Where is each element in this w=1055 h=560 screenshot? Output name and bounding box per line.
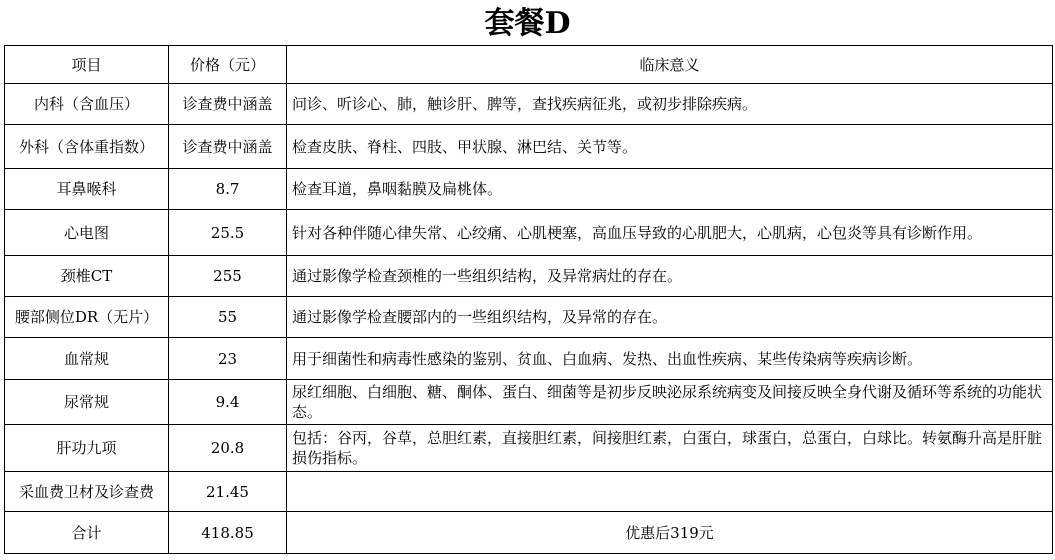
table-row bbox=[5, 125, 1053, 169]
row-meaning: 包括：谷丙，谷草，总胆红素，直接胆红素，间接胆红素，白蛋白，球蛋白，总蛋白，白球比。转氨酶升高是肝脏损伤指标。 bbox=[287, 425, 1053, 472]
row-item: 腰部侧位DR（无片） bbox=[5, 297, 169, 338]
row-price: 8.7 bbox=[169, 169, 287, 210]
table-row bbox=[5, 472, 1053, 512]
package-title: 套餐D bbox=[484, 6, 571, 41]
table-row bbox=[5, 256, 1053, 297]
row-item: 尿常规 bbox=[5, 380, 169, 425]
row-item: 颈椎CT bbox=[5, 256, 169, 297]
row-item: 心电图 bbox=[5, 210, 169, 256]
header-meaning: 临床意义 bbox=[287, 46, 1053, 84]
row-item: 血常规 bbox=[5, 338, 169, 380]
row-meaning: 问诊、听诊心、肺，触诊肝、脾等，查找疾病征兆，或初步排除疾病。 bbox=[287, 84, 1053, 125]
row-price: 21.45 bbox=[169, 472, 287, 512]
row-meaning: 用于细菌性和病毒性感染的鉴别、贫血、白血病、发热、出血性疾病、某些传染病等疾病诊断。 bbox=[287, 338, 1053, 380]
row-item: 耳鼻喉科 bbox=[5, 169, 169, 210]
table-row bbox=[5, 380, 1053, 425]
table-row bbox=[5, 169, 1053, 210]
discount-note: 优惠后319元 bbox=[287, 512, 1053, 554]
table-row bbox=[5, 84, 1053, 125]
table-row bbox=[5, 297, 1053, 338]
row-meaning: 尿红细胞、白细胞、糖、酮体、蛋白、细菌等是初步反映泌尿系统病变及间接反映全身代谢及循环等系统的功能状态。 bbox=[287, 380, 1053, 425]
row-price: 诊查费中涵盖 bbox=[169, 125, 287, 169]
row-item: 内科（含血压） bbox=[5, 84, 169, 125]
row-meaning bbox=[287, 472, 1053, 512]
row-price: 55 bbox=[169, 297, 287, 338]
package-table bbox=[4, 45, 1053, 554]
total-price: 418.85 bbox=[169, 512, 287, 554]
row-meaning: 检查耳道，鼻咽黏膜及扁桃体。 bbox=[287, 169, 1053, 210]
header-item: 项目 bbox=[5, 46, 169, 84]
row-meaning: 通过影像学检查颈椎的一些组织结构，及异常病灶的存在。 bbox=[287, 256, 1053, 297]
header-price: 价格（元） bbox=[169, 46, 287, 84]
table-row bbox=[5, 210, 1053, 256]
row-price: 25.5 bbox=[169, 210, 287, 256]
table-row bbox=[5, 425, 1053, 472]
row-item: 采血费卫材及诊查费 bbox=[5, 472, 169, 512]
row-item: 肝功九项 bbox=[5, 425, 169, 472]
row-price: 诊查费中涵盖 bbox=[169, 84, 287, 125]
total-label: 合计 bbox=[5, 512, 169, 554]
header-row bbox=[5, 46, 1053, 84]
total-row bbox=[5, 512, 1053, 554]
row-meaning: 通过影像学检查腰部内的一些组织结构，及异常的存在。 bbox=[287, 297, 1053, 338]
row-price: 20.8 bbox=[169, 425, 287, 472]
row-price: 23 bbox=[169, 338, 287, 380]
row-price: 255 bbox=[169, 256, 287, 297]
row-price: 9.4 bbox=[169, 380, 287, 425]
row-meaning: 检查皮肤、脊柱、四肢、甲状腺、淋巴结、关节等。 bbox=[287, 125, 1053, 169]
row-meaning: 针对各种伴随心律失常、心绞痛、心肌梗塞，高血压导致的心肌肥大，心肌病，心包炎等具有诊断作用。 bbox=[287, 210, 1053, 256]
row-item: 外科（含体重指数） bbox=[5, 125, 169, 169]
table-row bbox=[5, 338, 1053, 380]
